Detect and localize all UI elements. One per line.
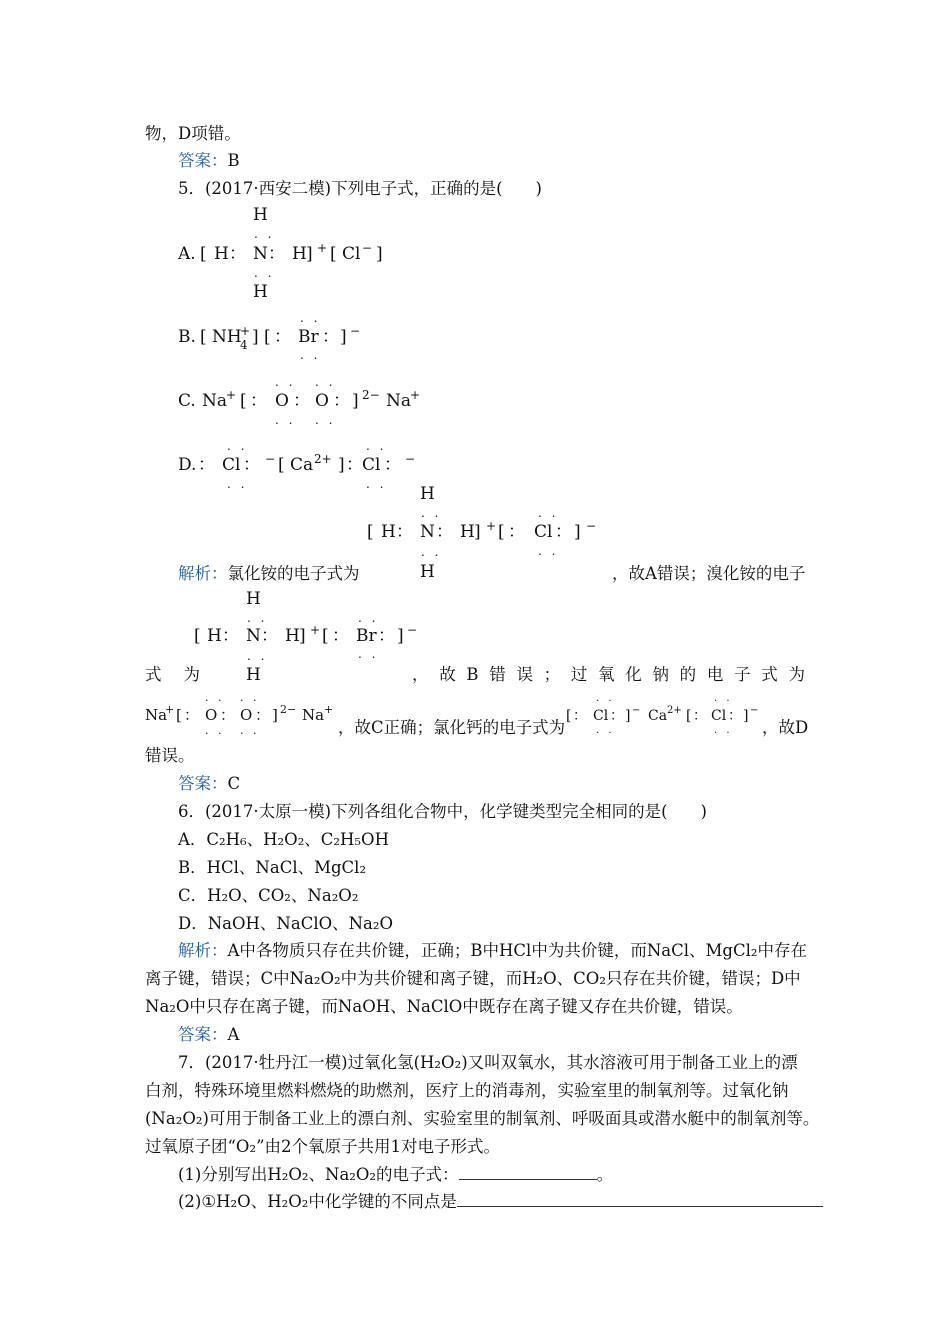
question-6-option-a: A．C₂H₆、H₂O₂、C₂H₅OH xyxy=(178,830,389,849)
formula-text: O xyxy=(275,391,289,411)
electron-dots: . . xyxy=(538,506,559,520)
analysis-text: 式 xyxy=(761,665,778,684)
formula-text: Br xyxy=(298,327,319,347)
formula-text: − xyxy=(350,324,361,338)
formula-text: Cl xyxy=(222,455,241,475)
formula-text: ： xyxy=(293,391,310,411)
formula-text: H xyxy=(292,244,307,264)
formula-text: + xyxy=(324,703,334,716)
answer-label: 答案： xyxy=(178,774,228,793)
formula-text: [ xyxy=(330,244,337,264)
sub-question-text: (2)①H₂O、H₂O₂中化学键的不同点是 xyxy=(178,1192,457,1211)
sub-question-end: 。 xyxy=(596,1165,614,1184)
formula-text: ： xyxy=(255,706,271,724)
continued-line: 物，D项错。 xyxy=(145,124,241,143)
formula-text: [ xyxy=(240,391,247,411)
formula-text: ] xyxy=(306,244,313,264)
formula-text: 4 xyxy=(240,338,248,352)
formula-text: Cl xyxy=(593,708,609,724)
electron-dots: . . xyxy=(205,724,225,737)
electron-dots: . . xyxy=(240,691,260,704)
formula-text: O xyxy=(240,706,253,724)
formula-text: [ xyxy=(200,327,207,347)
electron-dots: . . xyxy=(366,439,387,453)
formula-text: ： xyxy=(220,706,236,724)
analysis-5-line-2-start xyxy=(145,664,200,686)
formula-text: ： xyxy=(250,391,267,411)
analysis-text: 的 xyxy=(679,665,697,684)
formula-text: + xyxy=(486,519,497,533)
formula-text: ： xyxy=(346,455,363,475)
formula-text: ] xyxy=(352,391,359,411)
electron-dots: . . xyxy=(596,725,615,736)
formula-text: Cl xyxy=(711,708,727,724)
analysis-6-line-1 xyxy=(178,940,807,962)
answer-6 xyxy=(178,1024,239,1046)
formula-text: + xyxy=(317,241,328,255)
formula-text: Cl xyxy=(342,244,361,264)
formula-text: H xyxy=(253,205,268,225)
option-label: A. xyxy=(178,244,196,264)
analysis-text: 电 xyxy=(706,665,724,684)
answer-label: 答案： xyxy=(178,1025,228,1044)
formula-text: ： xyxy=(322,327,339,347)
answer-blank[interactable] xyxy=(457,1192,823,1207)
electron-dots: . . xyxy=(315,413,336,427)
formula-text: ] xyxy=(340,327,347,347)
formula-text: O xyxy=(205,706,218,724)
formula-text: ] xyxy=(376,244,383,264)
formula-text: ： xyxy=(261,626,278,646)
electron-dots: . . xyxy=(714,693,733,704)
formula-text: O xyxy=(315,391,329,411)
formula-text: + xyxy=(226,388,237,402)
sub-question-text: (1)分别写出H₂O₂、Na₂O₂的电子式： xyxy=(178,1165,459,1184)
formula-text: ] xyxy=(474,522,481,542)
formula-text: ： xyxy=(555,522,572,542)
formula-text: ： xyxy=(573,708,587,724)
electron-dots: . . xyxy=(300,348,321,362)
question-7-sub-2 xyxy=(178,1191,823,1213)
formula-text: ： xyxy=(222,626,239,646)
analysis-5-line-3-end: ，故D xyxy=(762,718,809,737)
electron-dots: . . xyxy=(240,724,260,737)
formula-text: ： xyxy=(384,455,401,475)
formula-text: ] xyxy=(397,626,404,646)
formula-text: + xyxy=(310,623,321,637)
analysis-label: 解析： xyxy=(178,941,228,960)
analysis-6-line-3: Na₂O中只存在离子键，而NaOH、NaClO中既存在离子键又存在共价键，错误。 xyxy=(145,997,743,1016)
formula-text: ] xyxy=(743,708,749,724)
formula-text: ： xyxy=(268,244,285,264)
electron-dots: . . xyxy=(421,506,442,520)
formula-text: Na xyxy=(202,391,228,411)
answer-4 xyxy=(178,150,240,172)
electron-dots: . . xyxy=(227,477,248,491)
formula-text: H xyxy=(381,522,396,542)
electron-dots: . . xyxy=(275,413,296,427)
formula-text: [ xyxy=(176,706,182,724)
analysis-text: 式 xyxy=(145,665,162,684)
analysis-text: 故 xyxy=(439,665,456,684)
formula-text: ： xyxy=(333,391,350,411)
question-7-line-2: 白剂，特殊环境里燃料燃烧的助燃剂，医疗上的消毒剂，实验室里的制氧剂等。过氧化钠 xyxy=(145,1081,789,1100)
analysis-text: 误 xyxy=(516,665,533,684)
analysis-5-line-1 xyxy=(178,563,360,585)
electron-dots: . . xyxy=(538,544,559,558)
formula-text: − xyxy=(407,623,418,637)
formula-text: Cl xyxy=(362,455,381,475)
formula-text: ： xyxy=(229,244,246,264)
formula-text: − xyxy=(586,519,597,533)
analysis-text: 子 xyxy=(734,665,751,684)
formula-text: Ca xyxy=(648,708,668,724)
electron-dots: . . xyxy=(300,311,321,325)
formula-text: ： xyxy=(610,708,624,724)
question-6-stem: 6．(2017·太原一模)下列各组化合物中，化学键类型完全相同的是( ) xyxy=(178,802,707,821)
formula-text: ： xyxy=(436,522,453,542)
formula-text: + xyxy=(240,324,251,338)
formula-text: 2+ xyxy=(667,705,682,716)
formula-text: ] xyxy=(625,708,631,724)
formula-text: ： xyxy=(274,327,291,347)
question-6-option-d: D．NaOH、NaClO、Na₂O xyxy=(178,914,394,933)
option-label: D. xyxy=(178,455,197,475)
formula-text: H xyxy=(285,626,300,646)
formula-text: ： xyxy=(508,522,525,542)
question-7-line-4: 过氧原子团“O₂”由2个氧原子共用1对电子形式。 xyxy=(145,1137,501,1156)
electron-dots: . . xyxy=(247,611,268,625)
analysis-5-line-1-end: ，故A错误；溴化铵的电子 xyxy=(612,564,806,583)
electron-dots: . . xyxy=(205,691,225,704)
electron-dots: . . xyxy=(714,725,733,736)
analysis-text: 化 xyxy=(625,665,642,684)
formula-text: [ xyxy=(686,708,692,724)
formula-text: Na xyxy=(302,706,325,724)
question-5-stem: 5．(2017·西安二模)下列电子式，正确的是( ) xyxy=(178,179,542,198)
electron-dots: . . xyxy=(247,649,268,663)
analysis-text: 氯化铵的电子式为 xyxy=(227,564,360,583)
formula-text: 2− xyxy=(362,388,380,402)
formula-text: H xyxy=(246,665,261,685)
formula-text: [ xyxy=(264,327,271,347)
formula-text: ： xyxy=(332,626,349,646)
question-6-option-c: C．H₂O、CO₂、Na₂O₂ xyxy=(178,886,359,905)
formula-text: ： xyxy=(396,522,413,542)
electron-dots: . . xyxy=(254,227,275,241)
electron-dots: . . xyxy=(254,266,275,280)
formula-text: ] xyxy=(272,706,278,724)
analysis-text: ； xyxy=(543,665,561,684)
formula-text: − xyxy=(265,452,276,466)
question-6-option-b: B．HCl、NaCl、MgCl₂ xyxy=(178,858,367,877)
formula-text: − xyxy=(750,705,759,716)
analysis-5-line-4: 错误。 xyxy=(145,746,195,765)
formula-text: H xyxy=(253,282,268,302)
analysis-text: 错 xyxy=(489,665,506,684)
formula-text: [ xyxy=(278,455,285,475)
formula-text: ： xyxy=(198,455,215,475)
formula-text: Na xyxy=(145,706,168,724)
formula-text: ： xyxy=(728,708,742,724)
option-label: B. xyxy=(178,327,196,347)
answer-blank[interactable] xyxy=(459,1165,597,1180)
formula-text: H xyxy=(460,522,475,542)
analysis-text: B xyxy=(466,665,479,684)
question-7-sub-1 xyxy=(178,1164,613,1186)
electron-dots: . . xyxy=(275,375,296,389)
formula-text: 2+ xyxy=(314,452,332,466)
analysis-text: 过 xyxy=(570,665,588,684)
analysis-text: 为 xyxy=(183,665,200,684)
option-label: C. xyxy=(178,391,196,411)
formula-text: N xyxy=(420,522,435,542)
formula-text: Cl xyxy=(534,522,553,542)
formula-text: [ xyxy=(322,626,329,646)
formula-text: Ca xyxy=(290,455,314,475)
formula-text: ： xyxy=(378,626,395,646)
formula-text: ： xyxy=(184,706,200,724)
formula-text: ] xyxy=(338,455,345,475)
analysis-text: ， xyxy=(412,665,429,684)
formula-text: [ xyxy=(566,708,572,724)
electron-dots: . . xyxy=(227,439,248,453)
electron-dots: . . xyxy=(421,545,442,559)
formula-text: + xyxy=(165,703,175,716)
answer-value: A xyxy=(227,1025,240,1044)
analysis-text: A中各物质只存在共价键，正确；B中HCl中为共价键，而NaCl、MgCl₂中存在 xyxy=(227,941,807,960)
formula-text: [ xyxy=(498,522,505,542)
formula-text: 2− xyxy=(280,703,297,716)
analysis-text: 氧 xyxy=(598,665,615,684)
analysis-text: 为 xyxy=(788,665,805,684)
formula-text: Br xyxy=(356,626,377,646)
question-7-line-3: (Na₂O₂)可用于制备工业上的漂白剂、实验室里的制氧剂、呼吸面具或潜水艇中的制氧剂等。 xyxy=(145,1109,820,1128)
answer-value: C xyxy=(227,774,241,793)
question-7-line-1: 7．(2017·牡丹江一模)过氧化氢(H₂O₂)又叫双氧水，其水溶液可用于制备工业上的漂 xyxy=(178,1053,798,1072)
formula-text: ： xyxy=(243,455,260,475)
electron-dots: . . xyxy=(358,647,379,661)
formula-text: − xyxy=(362,241,373,255)
formula-text: Na xyxy=(386,391,412,411)
formula-text: [ xyxy=(367,522,374,542)
electron-dots: . . xyxy=(358,611,379,625)
formula-text: H xyxy=(214,244,229,264)
formula-text: N xyxy=(253,244,268,264)
formula-text: H xyxy=(420,484,435,504)
formula-text: ] xyxy=(574,522,581,542)
formula-text: ] xyxy=(299,626,306,646)
formula-text: [ xyxy=(200,244,207,264)
analysis-5-line-2 xyxy=(412,664,805,686)
analysis-6-line-2: 离子键，错误；C中Na₂O₂中为共价键和离子键，而H₂O、CO₂只存在共价键，错误；D中 xyxy=(145,969,801,988)
formula-text: N xyxy=(246,626,261,646)
formula-text: − xyxy=(632,705,641,716)
formula-text: − xyxy=(405,452,416,466)
electron-dots: . . xyxy=(596,693,615,704)
formula-text: NH xyxy=(212,327,242,347)
analysis-label: 解析： xyxy=(178,564,228,583)
electron-dots: . . xyxy=(366,477,387,491)
analysis-text: 钠 xyxy=(652,665,669,684)
answer-value: B xyxy=(227,151,240,170)
formula-text: H xyxy=(207,626,222,646)
analysis-5-line-3-mid: ，故C正确；氯化钙的电子式为 xyxy=(338,718,566,737)
formula-text: ] xyxy=(252,327,259,347)
electron-dots: . . xyxy=(315,375,336,389)
answer-label: 答案： xyxy=(178,151,228,170)
formula-text: [ xyxy=(194,626,201,646)
formula-text: H xyxy=(246,589,261,609)
formula-text: ： xyxy=(693,708,707,724)
answer-5 xyxy=(178,773,240,795)
formula-text: H xyxy=(420,562,435,582)
formula-text: + xyxy=(410,388,421,402)
